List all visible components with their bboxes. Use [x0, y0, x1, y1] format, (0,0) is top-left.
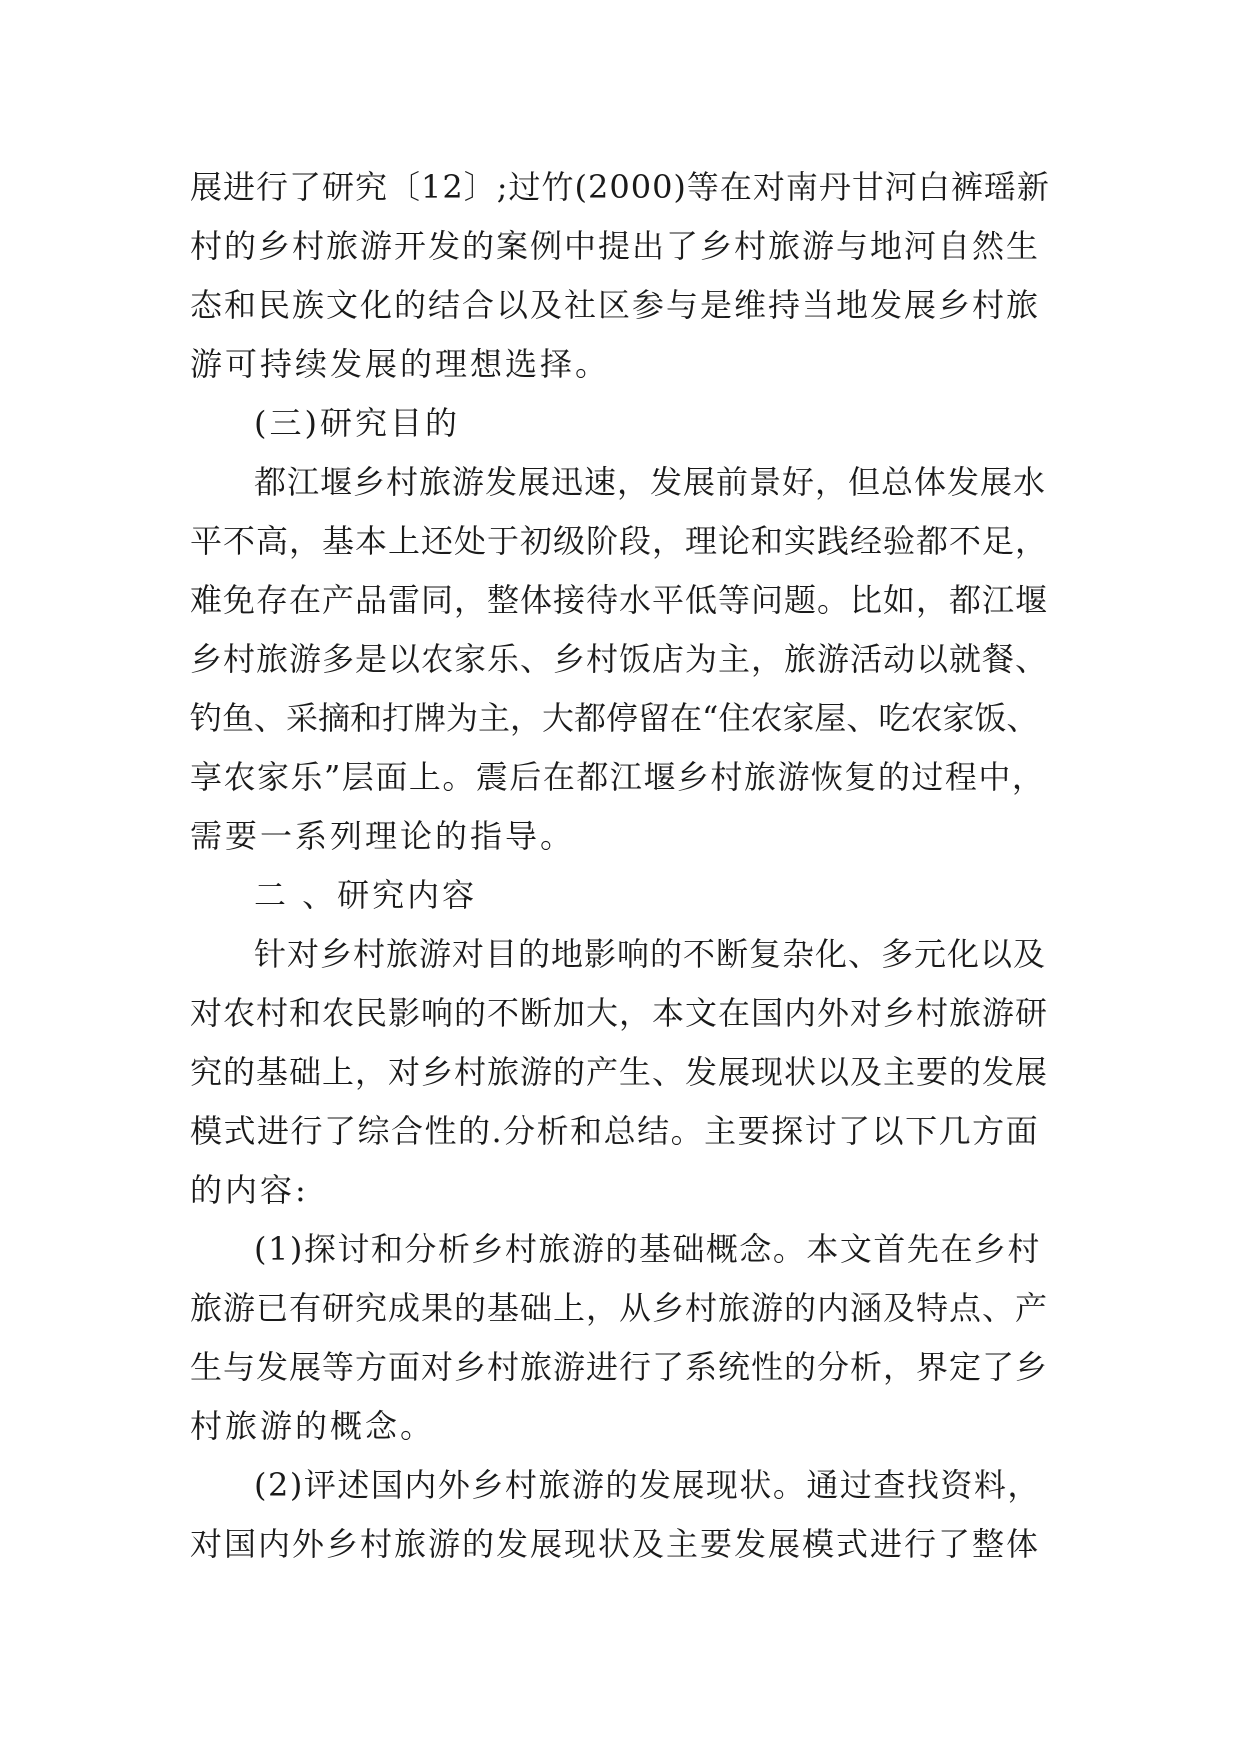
text-line: 展进行了研究〔12〕;过竹(2000)等在对南丹甘河白裤瑶新 [190, 168, 1050, 206]
text-line: 态和民族文化的结合以及社区参与是维持当地发展乡村旅 [190, 286, 1041, 324]
text-line: 生与发展等方面对乡村旅游进行了系统性的分析，界定了乡 [190, 1348, 1049, 1386]
text-line: (2)评述国内外乡村旅游的发展现状。通过查找资料， [254, 1466, 1041, 1504]
text-line: 乡村旅游多是以农家乐、乡村饭店为主，旅游活动以就餐、 [190, 640, 1049, 678]
text-line: 村的乡村旅游开发的案例中提出了乡村旅游与地河自然生 [190, 227, 1041, 265]
text-line: (1)探讨和分析乡村旅游的基础概念。本文首先在乡村 [254, 1230, 1041, 1268]
text-line: 二 、研究内容 [254, 876, 478, 914]
text-line: 都江堰乡村旅游发展迅速，发展前景好，但总体发展水 [254, 463, 1047, 501]
text-line: 难免存在产品雷同，整体接待水平低等问题。比如，都江堰 [190, 581, 1049, 619]
text-line: 游可持续发展的理想选择。 [190, 345, 611, 383]
document-body [190, 158, 1050, 1574]
text-line: 的内容: [190, 1171, 309, 1209]
text-line: (三)研究目的 [254, 404, 460, 442]
text-line: 村旅游的概念。 [190, 1407, 436, 1445]
text-line: 钓鱼、采摘和打牌为主，大都停留在“住农家屋、吃农家饭、 [190, 699, 1039, 737]
text-line: 对国内外乡村旅游的发展现状及主要发展模式进行了整体 [190, 1525, 1041, 1563]
text-line: 旅游已有研究成果的基础上，从乡村旅游的内涵及特点、产 [190, 1289, 1049, 1327]
text-line: 究的基础上，对乡村旅游的产生、发展现状以及主要的发展 [190, 1053, 1049, 1091]
text-line: 对农村和农民影响的不断加大，本文在国内外对乡村旅游研 [190, 994, 1049, 1032]
text-line: 享农家乐”层面上。震后在都江堰乡村旅游恢复的过程中， [190, 758, 1046, 796]
text-line: 模式进行了综合性的.分析和总结。主要探讨了以下几方面 [190, 1112, 1040, 1150]
text-line: 平不高，基本上还处于初级阶段，理论和实践经验都不足， [190, 522, 1049, 560]
text-line: 针对乡村旅游对目的地影响的不断复杂化、多元化以及 [254, 935, 1047, 973]
text-line: 需要一系列理论的指导。 [190, 817, 576, 855]
